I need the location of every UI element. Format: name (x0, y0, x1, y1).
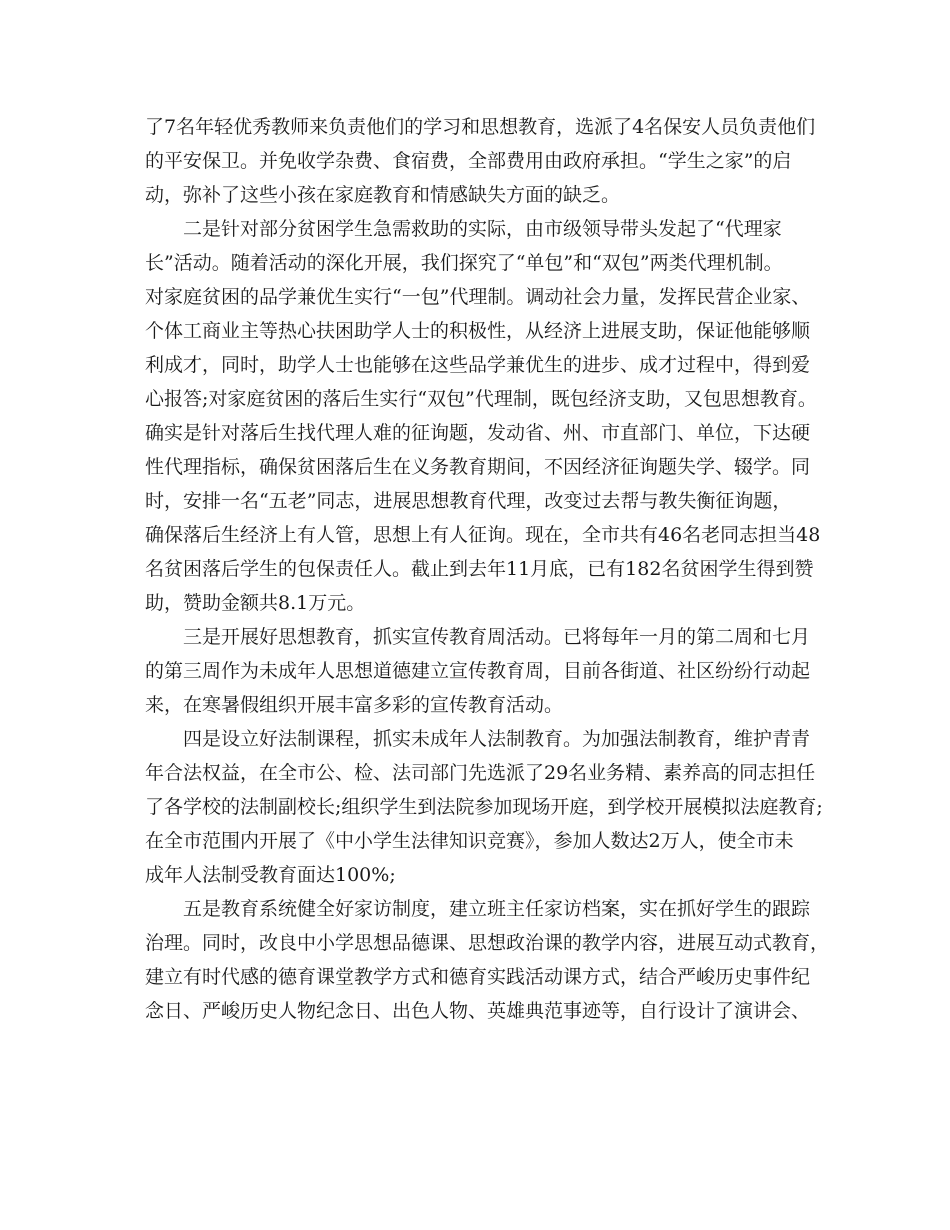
document-body (145, 110, 830, 1028)
text-line: 的平安保卫。并免收学杂费、食宿费，全部费用由政府承担。“学生之家”的启 (145, 150, 792, 172)
text-line: 治理。同时，改良中小学思想品德课、思想政治课的教学内容，进展互动式教育， (145, 932, 830, 954)
text-line: 确实是针对落后生找代理人难的征询题，发动省、州、市直部门、单位，下达硬 (145, 422, 811, 444)
text-line: 性代理指标，确保贫困落后生在义务教育期间，不因经济征询题失学、辍学。同 (145, 456, 811, 478)
text-line: 长”活动。随着活动的深化开展，我们探究了“单包”和“双包”两类代理机制。 (145, 252, 783, 274)
text-line: 确保落后生经济上有人管，思想上有人征询。现在，全市共有46名老同志担当48 (145, 524, 821, 546)
text-line: 时，安排一名“五老”同志，进展思想教育代理，改变过去帮与教失衡征询题， (145, 490, 792, 512)
text-line: 利成才，同时，助学人士也能够在这些品学兼优生的进步、成才过程中，得到爱 (145, 354, 811, 376)
text-line: 的第三周作为未成年人思想道德建立宣传教育周，目前各街道、社区纷纷行动起 (145, 660, 811, 682)
paragraph-start-line: 二是针对部分贫困学生急需救助的实际，由市级领导带头发起了“代理家 (183, 218, 782, 240)
text-line: 成年人法制受教育面达100%; (145, 864, 396, 886)
text-line: 了各学校的法制副校长;组织学生到法院参加现场开庭，到学校开展模拟法庭教育; (145, 796, 823, 818)
text-line: 助，赞助金额共8.1万元。 (145, 592, 366, 614)
text-line: 来，在寒暑假组织开展丰富多彩的宣传教育活动。 (145, 694, 564, 716)
text-line: 年合法权益，在全市公、检、法司部门先选派了29名业务精、素养高的同志担任 (145, 762, 816, 784)
text-line: 建立有时代感的德育课堂教学方式和德育实践活动课方式，结合严峻历史事件纪 (145, 966, 811, 988)
paragraph-start-line: 三是开展好思想教育，抓实宣传教育周活动。已将每年一月的第二周和七月 (183, 626, 811, 648)
text-line: 了7名年轻优秀教师来负责他们的学习和思想教育，选派了4名保安人员负责他们 (145, 116, 816, 138)
text-line: 对家庭贫困的品学兼优生实行“一包”代理制。调动社会力量，发挥民营企业家、 (145, 286, 811, 308)
text-line: 动，弥补了这些小孩在家庭教育和情感缺失方面的缺乏。 (145, 184, 621, 206)
text-line: 个体工商业主等热心扶困助学人士的积极性，从经济上进展支助，保证他能够顺 (145, 320, 811, 342)
paragraph-start-line: 五是教育系统健全好家访制度，建立班主任家访档案，实在抓好学生的跟踪 (183, 898, 811, 920)
text-line: 名贫困落后学生的包保责任人。截止到去年11月底，已有182名贫困学生得到赞 (145, 558, 814, 580)
text-line: 在全市范围内开展了《中小学生法律知识竞赛》，参加人数达2万人，使全市未 (145, 830, 794, 852)
text-line: 念日、严峻历史人物纪念日、出色人物、英雄典范事迹等，自行设计了演讲会、 (145, 1000, 811, 1022)
paragraph-start-line: 四是设立好法制课程，抓实未成年人法制教育。为加强法制教育，维护青青 (183, 728, 811, 750)
text-line: 心报答;对家庭贫困的落后生实行“双包”代理制，既包经济支助，又包思想教育。 (145, 388, 817, 410)
